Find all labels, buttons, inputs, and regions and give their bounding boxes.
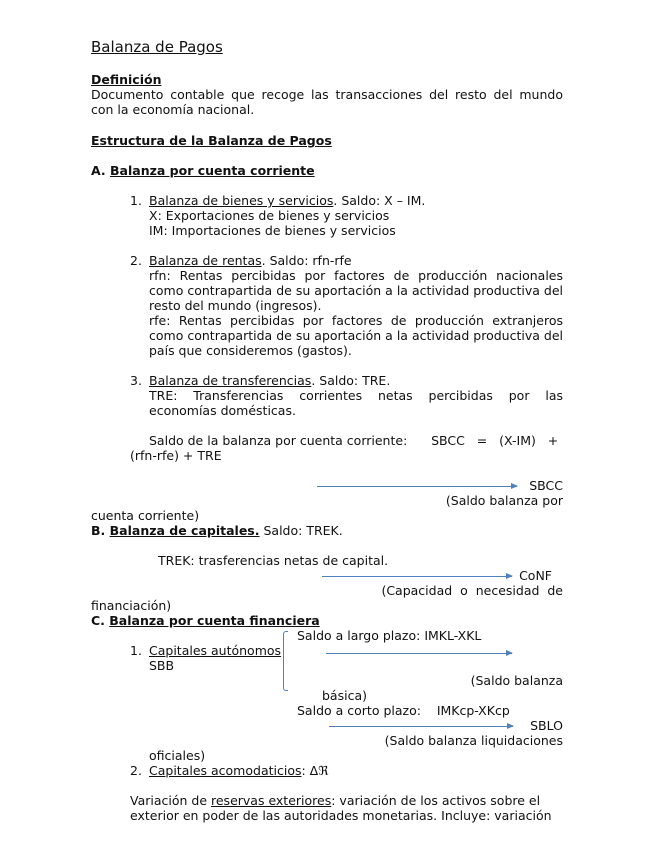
a-item2-rest: . Saldo: rfn-rfe	[261, 253, 352, 268]
a-item3-tre: TRE: Transferencias corrientes netas percibidas por las economías domésticas.	[149, 388, 563, 418]
sbb-desc-cont: básica)	[322, 688, 367, 703]
a-item2-label: Balanza de rentas	[149, 253, 262, 268]
a-item2-rfe: rfe: Rentas percibidas por factores de producción extranjeros como contrapartida de su aportación a la actividad productiva del país que consideremos (gastos).	[149, 313, 563, 358]
sbb-arrow	[326, 653, 512, 654]
sblo-arrow	[329, 726, 513, 727]
c-item1-sbb: SBB	[149, 658, 175, 673]
page-title: Balanza de Pagos	[91, 38, 223, 56]
c-item2-num: 2.	[130, 763, 142, 778]
c-item1-label: Capitales autónomos	[149, 643, 282, 658]
sblo-desc-cont: oficiales)	[149, 748, 206, 763]
section-c-title: Balanza por cuenta financiera	[109, 613, 320, 628]
variacion-line1	[130, 793, 540, 808]
section-b-title: Balanza de capitales.	[109, 523, 260, 538]
a-item1-rest: . Saldo: X – IM.	[333, 193, 426, 208]
section-a-heading	[91, 163, 315, 178]
trek-definition: TREK: trasferencias netas de capital.	[158, 553, 389, 568]
c-item2-label: Capitales acomodaticios	[149, 763, 302, 778]
variacion-line2: exterior en poder de las autoridades monetarias. Incluye: variación	[130, 808, 552, 823]
definicion-text: Documento contable que recoge las transacciones del resto del mundo con la economía nacional.	[91, 87, 563, 117]
a-item3-num: 3.	[130, 373, 142, 388]
a-item1-line	[149, 193, 425, 208]
saldo-largo-plazo: Saldo a largo plazo: IMKL-XKL	[297, 628, 482, 643]
sblo-label: SBLO	[530, 718, 563, 733]
sbcc-label: SBCC	[529, 478, 563, 493]
sbcc-desc: (Saldo balanza por	[445, 493, 563, 508]
c-item2-line	[149, 763, 328, 778]
a-item3-rest: . Saldo: TRE.	[311, 373, 391, 388]
sbcc-desc-cont: cuenta corriente)	[91, 508, 200, 523]
a-item1-im: IM: Importaciones de bienes y servicios	[149, 223, 396, 238]
saldo-sbcc-line2: (rfn-rfe) + TRE	[130, 448, 222, 463]
a-item2-num: 2.	[130, 253, 142, 268]
estructura-heading: Estructura de la Balanza de Pagos	[91, 133, 332, 148]
section-b-prefix: B.	[91, 523, 110, 538]
conf-desc: (Capacidad o necesidad de	[381, 583, 563, 598]
a-item2-rfn: rfn: Rentas percibidas por factores de producción nacionales como contrapartida de su aportación a la actividad productiva del resto del mundo (ingresos).	[149, 268, 563, 313]
conf-label: CoNF	[519, 568, 552, 583]
a-item2-line	[149, 253, 352, 268]
a-item1-label: Balanza de bienes y servicios	[149, 193, 334, 208]
definicion-heading: Definición	[91, 72, 162, 87]
section-b-rest: Saldo: TREK.	[259, 523, 343, 538]
a-item1-num: 1.	[130, 193, 142, 208]
c-item2-rest: : Δℜ	[301, 763, 329, 778]
section-a-title: Balanza por cuenta corriente	[110, 163, 315, 178]
variacion-pre: Variación de	[130, 793, 211, 808]
section-c-heading	[91, 613, 320, 628]
variacion-post: : variación de los activos sobre el	[331, 793, 541, 808]
sbcc-arrow	[317, 486, 517, 487]
capitales-brace	[283, 631, 288, 691]
section-c-prefix: C.	[91, 613, 110, 628]
section-a-prefix: A.	[91, 163, 111, 178]
c-item1-num: 1.	[130, 643, 142, 658]
a-item3-label: Balanza de transferencias	[149, 373, 312, 388]
reservas-exteriores-link: reservas exteriores	[211, 793, 332, 808]
sbb-desc: (Saldo balanza	[470, 673, 563, 688]
saldo-sbcc-line1: Saldo de la balanza por cuenta corriente: SBCC = (X-IM) +	[149, 433, 559, 448]
conf-arrow	[322, 576, 512, 577]
a-item1-x: X: Exportaciones de bienes y servicios	[149, 208, 390, 223]
saldo-corto-plazo: Saldo a corto plazo: IMKcp-XKcp	[297, 703, 510, 718]
a-item3-line	[149, 373, 390, 388]
section-b-heading	[91, 523, 343, 538]
conf-desc-cont: financiación)	[91, 598, 172, 613]
sblo-desc: (Saldo balanza liquidaciones	[384, 733, 563, 748]
